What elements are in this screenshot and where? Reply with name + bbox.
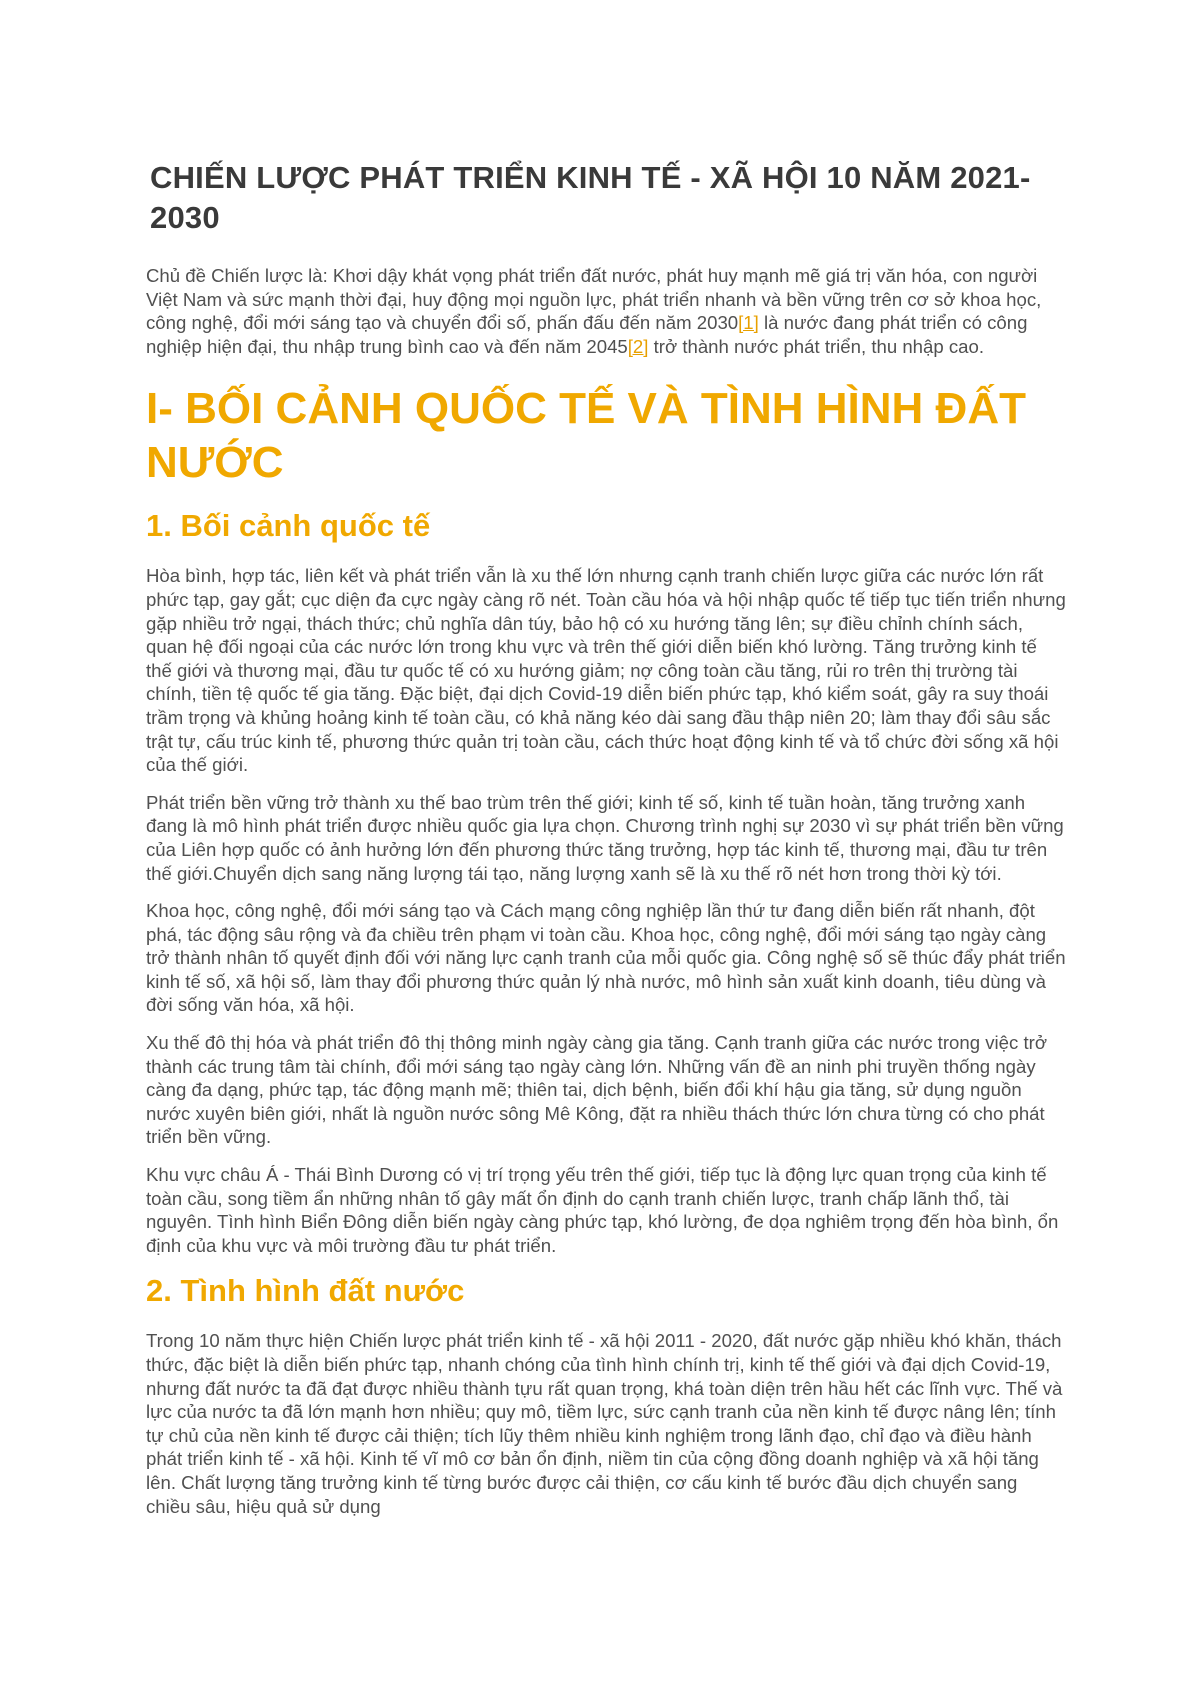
paragraph-international-3: Khoa học, công nghệ, đổi mới sáng tạo và Cách mạng công nghiệp lần thứ tư đang diễn biến rất nhanh, đột phá, tác động sâu rộng và đa chiều trên phạm vi toàn cầu. Khoa học, công nghệ, đổi mới sáng tạo ngày càng trở thành nhân tố quyết định đối với năng lực cạnh tranh của mỗi quốc gia. Công nghệ số sẽ thúc đẩy phát triển kinh tế số, xã hội số, làm thay đổi phương thức quản lý nhà nước, mô hình sản xuất kinh doanh, tiêu dùng và đời sống văn hóa, xã hội. [146, 900, 1066, 1016]
footnote-link-1[interactable]: [1] [738, 312, 759, 334]
document-title: CHIẾN LƯỢC PHÁT TRIỂN KINH TẾ - XÃ HỘI 10 NĂM 2021-2030 [150, 160, 1031, 235]
paragraph-international-5: Khu vực châu Á - Thái Bình Dương có vị trí trọng yếu trên thế giới, tiếp tục là động lực quan trọng của kinh tế toàn cầu, song tiềm ẩn những nhân tố gây mất ổn định do cạnh tranh chiến lược, tranh chấp lãnh thổ, tài nguyên. Tình hình Biển Đông diễn biến ngày càng phức tạp, khó lường, đe dọa nghiêm trọng đến hòa bình, ổn định của khu vực và môi trường đầu tư phát triển. [146, 1164, 1059, 1256]
intro-paragraph [146, 264, 1066, 358]
document-page [146, 158, 1066, 1532]
subsection-heading-domestic: 2. Tình hình đất nước [146, 1273, 465, 1309]
subsection-heading-international: 1. Bối cảnh quốc tế [146, 508, 431, 544]
intro-text-2: là nước đang phát triển có công nghiệp hiện đại, thu nhập trung bình cao và đến năm 2045 [146, 312, 1028, 357]
paragraph-international-2: Phát triển bền vững trở thành xu thế bao trùm trên thế giới; kinh tế số, kinh tế tuần hoàn, tăng trưởng xanh đang là mô hình phát triển được nhiều quốc gia lựa chọn. Chương trình nghị sự 2030 vì sự phát triển bền vững của Liên hợp quốc có ảnh hưởng lớn đến phương thức tăng trưởng, hợp tác kinh tế, thương mại, đầu tư trên thế giới.Chuyển dịch sang năng lượng tái tạo, năng lượng xanh sẽ là xu thế rõ nét hơn trong thời kỳ tới. [146, 791, 1064, 884]
paragraph-international-1: Hòa bình, hợp tác, liên kết và phát triển vẫn là xu thế lớn nhưng cạnh tranh chiến lược giữa các nước lớn rất phức tạp, gay gắt; cục diện đa cực ngày càng rõ nét. Toàn cầu hóa và hội nhập quốc tế tiếp tục tiến triển nhưng gặp nhiều trở ngại, thách thức; chủ nghĩa dân túy, bảo hộ có xu hướng tăng lên; sự điều chỉnh chính sách, quan hệ đối ngoại của các nước lớn trong khu vực và trên thế giới diễn biến khó lường. Tăng trưởng kinh tế thế giới và thương mại, đầu tư quốc tế có xu hướng giảm; nợ công toàn cầu tăng, rủi ro trên thị trường tài chính, tiền tệ quốc tế gia tăng. Đặc biệt, đại dịch Covid-19 diễn biến phức tạp, khó kiểm soát, gây ra suy thoái trầm trọng và khủng hoảng kinh tế toàn cầu, có khả năng kéo dài sang đầu thập niên 20; làm thay đổi sâu sắc trật tự, cấu trúc kinh tế, phương thức quản trị toàn cầu, cách thức hoạt động kinh tế và tổ chức đời sống xã hội của thế giới. [146, 565, 1066, 776]
intro-text-3: trở thành nước phát triển, thu nhập cao. [648, 335, 985, 357]
paragraph-international-4: Xu thế đô thị hóa và phát triển đô thị thông minh ngày càng gia tăng. Cạnh tranh giữa các nước trong việc trở thành các trung tâm tài chính, đổi mới sáng tạo ngày càng lớn. Những vấn đề an ninh phi truyền thống ngày càng đa dạng, phức tạp, tác động mạnh mẽ; thiên tai, dịch bệnh, biến đổi khí hậu gia tăng, sử dụng nguồn nước xuyên biên giới, nhất là nguồn nước sông Mê Kông, đặt ra nhiều thách thức lớn chưa từng có cho phát triển bền vững. [146, 1032, 1048, 1148]
paragraph-domestic-1: Trong 10 năm thực hiện Chiến lược phát triển kinh tế - xã hội 2011 - 2020, đất nước gặp nhiều khó khăn, thách thức, đặc biệt là diễn biến phức tạp, nhanh chóng của tình hình chính trị, kinh tế thế giới và đại dịch Covid-19, nhưng đất nước ta đã đạt được nhiều thành tựu rất quan trọng, khá toàn diện trên hầu hết các lĩnh vực. Thế và lực của nước ta đã lớn mạnh hơn nhiều; quy mô, tiềm lực, sức cạnh tranh của nền kinh tế được nâng lên; tính tự chủ của nền kinh tế được cải thiện; tích lũy thêm nhiều kinh nghiệm trong lãnh đạo, chỉ đạo và điều hành phát triển kinh tế - xã hội. Kinh tế vĩ mô cơ bản ổn định, niềm tin của cộng đồng doanh nghiệp và xã hội tăng lên. Chất lượng tăng trưởng kinh tế từng bước được cải thiện, cơ cấu kinh tế bước đầu dịch chuyển sang chiều sâu, hiệu quả sử dụng [146, 1330, 1063, 1517]
footnote-link-2[interactable]: [2] [627, 335, 649, 357]
section-heading-1: I- BỐI CẢNH QUỐC TẾ VÀ TÌNH HÌNH ĐẤT NƯỚC [146, 384, 1026, 488]
intro-text-1: Chủ đề Chiến lược là: Khơi dậy khát vọng phát triển đất nước, phát huy mạnh mẽ giá trị văn hóa, con người Việt Nam và sức mạnh thời đại, huy động mọi nguồn lực, phát triển nhanh và bền vững trên cơ sở khoa học, công nghệ, đổi mới sáng tạo và chuyển đổi số, phấn đấu đến năm 2030 [146, 265, 1042, 334]
